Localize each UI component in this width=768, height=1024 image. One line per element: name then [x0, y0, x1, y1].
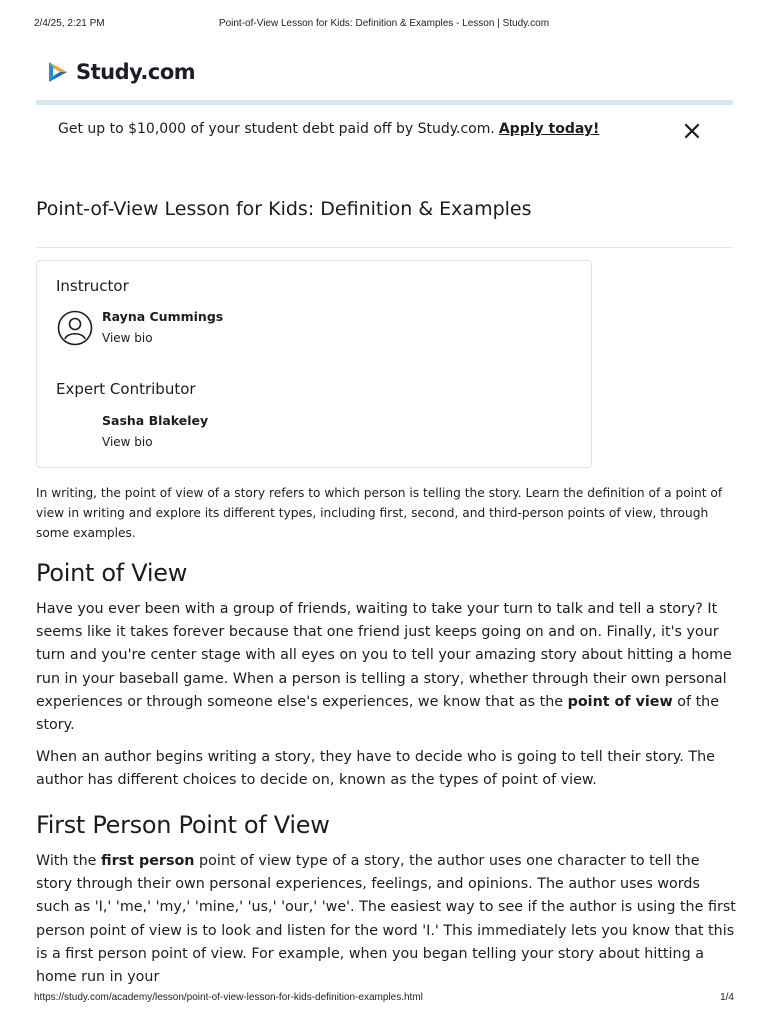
paragraph-text: point of view type of a story, the author uses one character to tell the story through their own personal experiences, feelings, and opinions. The author uses words such as 'I,' 'me,' 'my,' 'mine,' 'us,' 'our,' 'we'. The easiest way to see if the author is using the first person point of view is to look and listen for the word 'I.' This immediately lets you know that this is a first person point of view. For example, when you began telling your story about hitting a home run in your — [36, 853, 736, 986]
paragraph-point-of-view-2: When an author begins writing a story, they have to decide who is going to tell their story. The author has different choices to decide on, known as the types of point of view. — [36, 749, 715, 789]
lesson-intro: In writing, the point of view of a story refers to which person is telling the story. Learn the definition of a point of view in writing and explore its different types, including first, second, and third-person points of view, through some examples. — [36, 486, 723, 540]
header-divider — [36, 100, 733, 105]
paragraph-point-of-view-1 — [36, 598, 736, 737]
paragraph-first-person-1 — [36, 850, 736, 989]
avatar-icon — [57, 310, 93, 346]
expert-contributor-label: Expert Contributor — [56, 380, 196, 398]
promo-text: Get up to $10,000 of your student debt paid off by Study.com. — [58, 121, 495, 137]
lesson-title: Point-of-View Lesson for Kids: Definition & Examples — [36, 198, 532, 220]
promo-banner — [58, 121, 599, 137]
title-divider — [36, 247, 733, 248]
contributors-card — [36, 260, 592, 468]
paragraph-text: With the — [36, 853, 102, 869]
study-logo[interactable] — [46, 58, 195, 86]
logo-text: Study.com — [76, 60, 196, 84]
section-heading-first-person: First Person Point of View — [36, 811, 330, 839]
instructor-name[interactable]: Rayna Cummings — [102, 309, 224, 324]
instructor-view-bio-link[interactable]: View bio — [102, 331, 153, 345]
apply-today-link[interactable]: Apply today! — [498, 121, 600, 137]
print-datetime: 2/4/25, 2:21 PM — [34, 18, 105, 29]
play-triangle-icon — [46, 60, 70, 84]
paragraph-text: Have you ever been with a group of friends, waiting to take your turn to talk and tell a story? It seems like it takes forever because that one friend just keeps going on and on. Finally, it's your turn and you're center stage with all eyes on you to tell your amazing story about hitting a home run in your baseball game. When a person is telling a story, whether through their own personal experiences or through someone else's experiences, we know that as the — [36, 601, 732, 710]
paragraph-text: of the story. — [36, 693, 720, 734]
bold-term-first-person: first person — [101, 853, 195, 869]
instructor-label: Instructor — [56, 277, 129, 295]
section-heading-point-of-view: Point of View — [36, 559, 188, 587]
print-header — [34, 18, 734, 32]
expert-name[interactable]: Sasha Blakeley — [102, 413, 209, 428]
bold-term-point-of-view: point of view — [567, 693, 673, 710]
print-page-title: Point-of-View Lesson for Kids: Definition & Examples - Lesson | Study.com — [218, 18, 550, 29]
print-url: https://study.com/academy/lesson/point-of-view-lesson-for-kids-definition-examples.html — [34, 992, 423, 1003]
print-page-number: 1/4 — [720, 992, 734, 1003]
close-icon[interactable] — [683, 122, 701, 140]
expert-view-bio-link[interactable]: View bio — [102, 435, 153, 449]
print-footer — [34, 992, 734, 1006]
